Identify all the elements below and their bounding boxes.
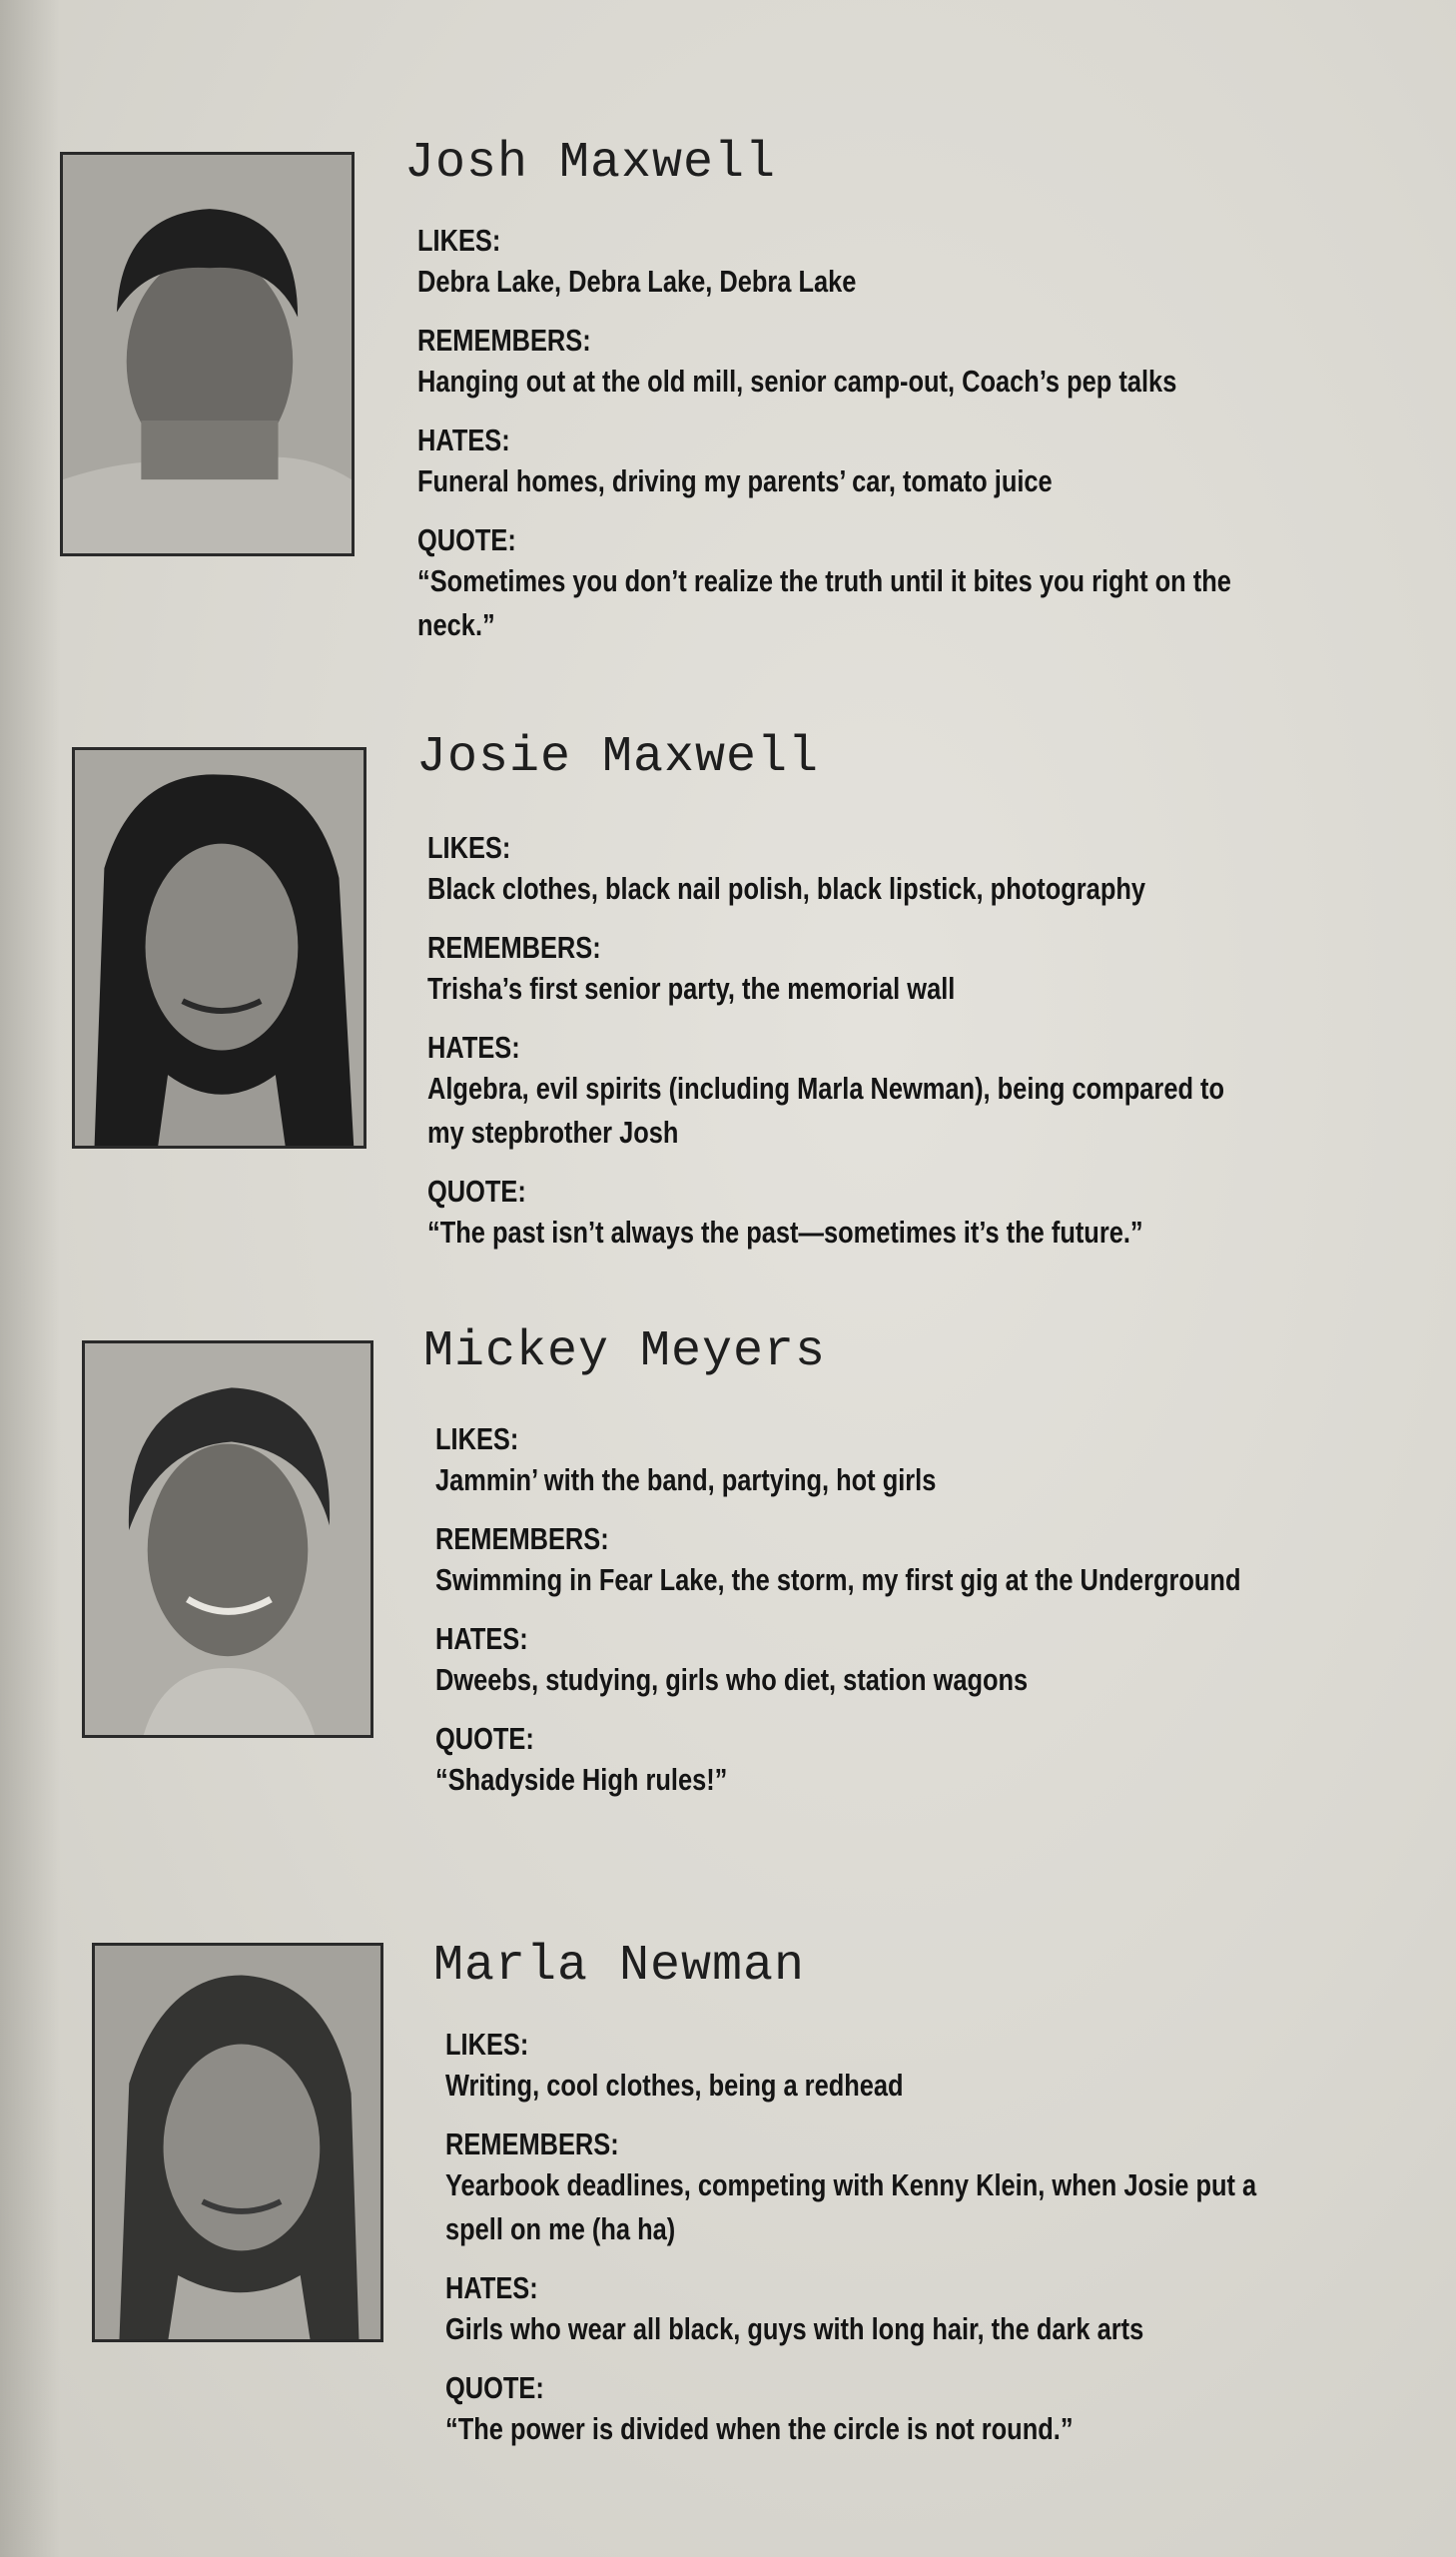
remembers-value: Hanging out at the old mill, senior camp-out, Coach’s pep talks	[417, 364, 1177, 399]
portrait-photo	[82, 1340, 373, 1738]
profile-fields	[445, 2026, 1444, 2469]
quote-label: QUOTE:	[417, 522, 516, 557]
profile-fields	[435, 1420, 1434, 1820]
likes-value: Debra Lake, Debra Lake, Debra Lake	[417, 264, 857, 299]
remembers-value: Yearbook deadlines, competing with Kenny Klein, when Josie put a spell on me (ha ha)	[445, 2167, 1257, 2246]
hates-label: HATES:	[417, 423, 510, 457]
remembers-label: REMEMBERS:	[417, 323, 591, 358]
page-gutter-shadow	[0, 0, 60, 2557]
quote-label: QUOTE:	[427, 1174, 526, 1209]
likes-label: LIKES:	[435, 1421, 519, 1456]
student-name: Josh Maxwell	[404, 135, 777, 192]
remembers-value: Trisha’s first senior party, the memorial wall	[427, 971, 956, 1006]
remembers-label: REMEMBERS:	[445, 2127, 619, 2161]
remembers-label: REMEMBERS:	[435, 1521, 609, 1556]
remembers-label: REMEMBERS:	[427, 930, 601, 965]
quote-label: QUOTE:	[435, 1721, 534, 1756]
profile-fields	[417, 222, 1416, 665]
student-name: Josie Maxwell	[416, 729, 820, 786]
likes-label: LIKES:	[417, 223, 501, 258]
portrait-photo	[92, 1943, 383, 2342]
quote-value: “Sometimes you don’t realize the truth until it bites you right on the neck.”	[417, 563, 1231, 642]
likes-label: LIKES:	[445, 2027, 529, 2062]
student-name: Mickey Meyers	[423, 1323, 827, 1380]
quote-label: QUOTE:	[445, 2370, 544, 2405]
portrait-photo	[72, 747, 366, 1149]
profile-fields	[427, 829, 1426, 1273]
hates-value: Girls who wear all black, guys with long hair, the dark arts	[445, 2311, 1144, 2346]
likes-value: Jammin’ with the band, partying, hot girls	[435, 1462, 937, 1497]
hates-value: Funeral homes, driving my parents’ car, tomato juice	[417, 463, 1053, 498]
quote-value: “The past isn’t always the past—sometimes it’s the future.”	[427, 1215, 1143, 1250]
likes-value: Writing, cool clothes, being a redhead	[445, 2068, 904, 2103]
quote-value: “The power is divided when the circle is not round.”	[445, 2411, 1074, 2446]
quote-value: “Shadyside High rules!”	[435, 1762, 728, 1797]
hates-value: Algebra, evil spirits (including Marla Newman), being compared to my stepbrother Josh	[427, 1071, 1225, 1150]
hates-label: HATES:	[445, 2270, 538, 2305]
hates-label: HATES:	[435, 1621, 528, 1656]
hates-label: HATES:	[427, 1030, 520, 1065]
portrait-photo	[60, 152, 355, 556]
hates-value: Dweebs, studying, girls who diet, station wagons	[435, 1662, 1029, 1697]
student-name: Marla Newman	[433, 1938, 806, 1995]
likes-value: Black clothes, black nail polish, black lipstick, photography	[427, 871, 1146, 906]
likes-label: LIKES:	[427, 830, 511, 865]
remembers-value: Swimming in Fear Lake, the storm, my first gig at the Underground	[435, 1562, 1241, 1597]
